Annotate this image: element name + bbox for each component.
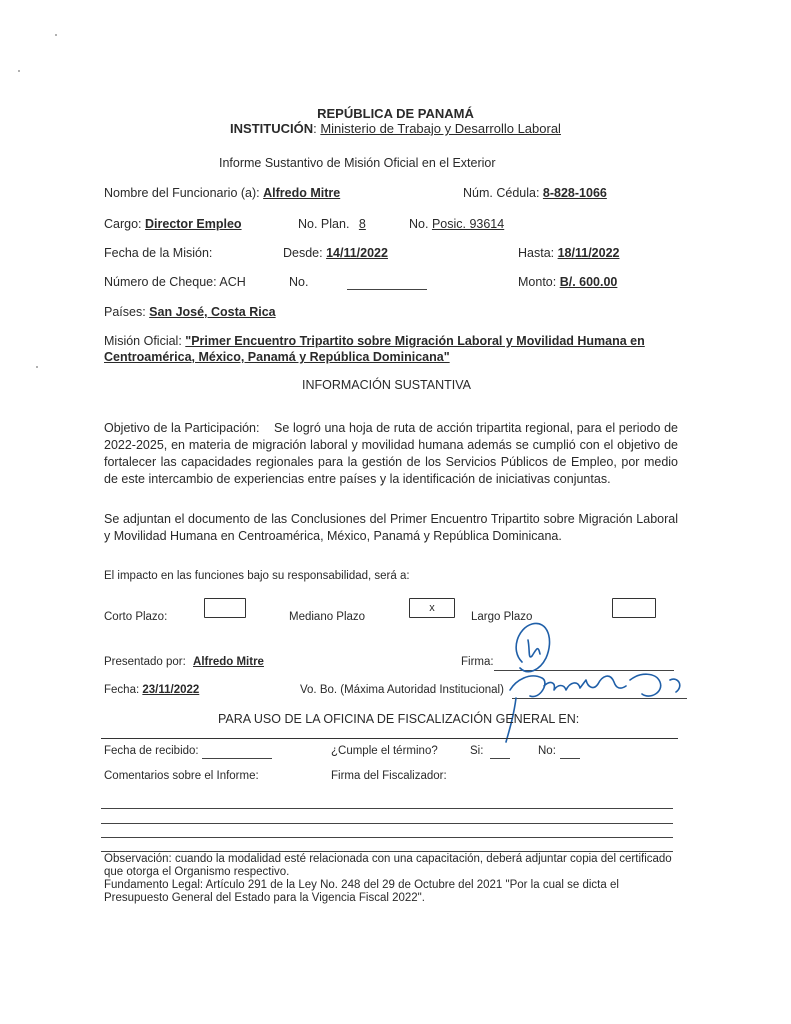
vobo-label: Vo. Bo. (Máxima Autoridad Institucional) [300, 684, 504, 696]
institution-name: Ministerio de Trabajo y Desarrollo Laboral [320, 121, 561, 136]
firma-fiscalizador-label: Firma del Fiscalizador: [331, 770, 447, 782]
fiscal-title: PARA USO DE LA OFICINA DE FISCALIZACIÓN GENERAL EN: [218, 712, 580, 726]
observacion-line2: que otorga el Organismo respectivo. [104, 866, 290, 878]
fecha-mision-label: Fecha de la Misión: [104, 246, 213, 260]
plan-row [298, 217, 372, 231]
mediano-mark: x [429, 602, 435, 614]
cargo-row [104, 217, 242, 231]
no-line [560, 758, 580, 759]
country-heading: REPÚBLICA DE PANAMÁ [317, 106, 474, 121]
posic-label: No. [409, 217, 432, 231]
posic-value: Posic. 93614 [431, 217, 505, 231]
institution-line [0, 121, 791, 136]
presentado-row [104, 656, 274, 668]
posic-row [409, 217, 504, 231]
fundamento-line2: Presupuesto General del Estado para la Vigencia Fiscal 2022". [104, 892, 425, 904]
cargo-label: Cargo: [104, 217, 145, 231]
cedula-value: 8-828-1066 [542, 186, 607, 200]
mediano-checkbox[interactable] [409, 598, 455, 618]
comment-line [101, 823, 673, 824]
cheque-no-label: No. [289, 275, 309, 289]
vobo-signature-stroke [510, 674, 680, 696]
si-label: Si: [470, 745, 484, 757]
paises-value: San José, Costa Rica [149, 305, 276, 319]
official-label: Nombre del Funcionario (a): [104, 186, 264, 200]
plan-value: 8 [358, 217, 366, 231]
official-value: Alfredo Mitre [263, 186, 341, 200]
hasta-label: Hasta: [518, 246, 558, 260]
comment-line [101, 837, 673, 838]
official-row [104, 186, 340, 200]
mediano-label: Mediano Plazo [289, 611, 366, 623]
firma-signature-stroke [516, 623, 549, 671]
si-line [490, 758, 510, 759]
paises-label: Países: [104, 305, 150, 319]
fecha-row [104, 684, 235, 696]
cedula-row [463, 186, 607, 200]
fundamento-line1: Fundamento Legal: Artículo 291 de la Ley No. 248 del 29 de Octubre del 2021 "Por la cual se dicta el [104, 879, 619, 891]
impact-question: El impacto en las funciones bajo su responsabilidad, será a: [104, 570, 410, 582]
cheque-no-line [347, 289, 427, 290]
institution-label: INSTITUCIÓN [230, 121, 314, 136]
report-title: Informe Sustantivo de Misión Oficial en el Exterior [219, 156, 496, 170]
comment-line [101, 851, 673, 852]
comment-line [101, 808, 673, 809]
cargo-value: Director Empleo [145, 217, 242, 231]
corto-label: Corto Plazo: [104, 611, 168, 623]
scan-speck [55, 34, 57, 36]
desde-label: Desde: [283, 246, 327, 260]
fecha-value: 23/11/2022 [142, 684, 200, 696]
mision-value-line2: Centroamérica, México, Panamá y República Dominicana" [104, 350, 450, 364]
comentarios-label: Comentarios sobre el Informe: [104, 770, 259, 782]
monto-value: B/. 600.00 [559, 275, 618, 289]
cumple-label: ¿Cumple el término? [331, 745, 438, 757]
institution-sep: : [313, 121, 321, 136]
monto-row [518, 275, 617, 289]
monto-label: Monto: [518, 275, 560, 289]
fiscal-divider [101, 738, 678, 739]
presentado-value: Alfredo Mitre [193, 656, 264, 668]
hasta-row [518, 246, 619, 260]
hasta-value: 18/11/2022 [557, 246, 620, 260]
scan-speck [18, 70, 20, 72]
plan-label: No. Plan. [298, 217, 353, 231]
mision-value-line1: "Primer Encuentro Tripartito sobre Migración Laboral y Movilidad Humana en [185, 334, 645, 348]
observacion-line1: Observación: cuando la modalidad esté relacionada con una capacitación, deberá adjuntar copia del certificado [104, 853, 672, 865]
cheque-label: Número de Cheque: ACH [104, 275, 246, 289]
recibido-line [202, 758, 272, 759]
scan-speck [36, 366, 38, 368]
corto-checkbox[interactable] [204, 598, 246, 618]
mision-label: Misión Oficial: [104, 334, 186, 348]
section-title: INFORMACIÓN SUSTANTIVA [302, 378, 471, 392]
desde-row [283, 246, 388, 260]
recibido-label: Fecha de recibido: [104, 745, 199, 757]
attached-paragraph: Se adjuntan el documento de las Conclusiones del Primer Encuentro Tripartito sobre Migración Laboral y Movilidad Humana en Centroamérica, México, Panamá y República Dominicana. [104, 512, 678, 543]
objective-paragraph: Objetivo de la Participación: Se logró una hoja de ruta de acción tripartita regional, para el periodo de 2022-2025, en materia de migración laboral y movilidad humana además se cumplió con el objetivo de fortalecer las capacidades regionales para la gestión de los Servicios Públicos de Empleo, por medio de este intercambio de experiencias entre países y la identificación de iniciativas conjuntas. [104, 421, 682, 486]
desde-value: 14/11/2022 [326, 246, 388, 260]
no-label: No: [538, 745, 556, 757]
signature-scribble [470, 610, 700, 750]
presentado-label: Presentado por: [104, 656, 190, 668]
firma-label: Firma: [461, 656, 494, 668]
largo-label: Largo Plazo [471, 611, 533, 623]
fecha-label: Fecha: [104, 684, 143, 696]
cedula-label: Núm. Cédula: [463, 186, 543, 200]
paises-row [104, 305, 276, 319]
mision-row [104, 334, 645, 348]
